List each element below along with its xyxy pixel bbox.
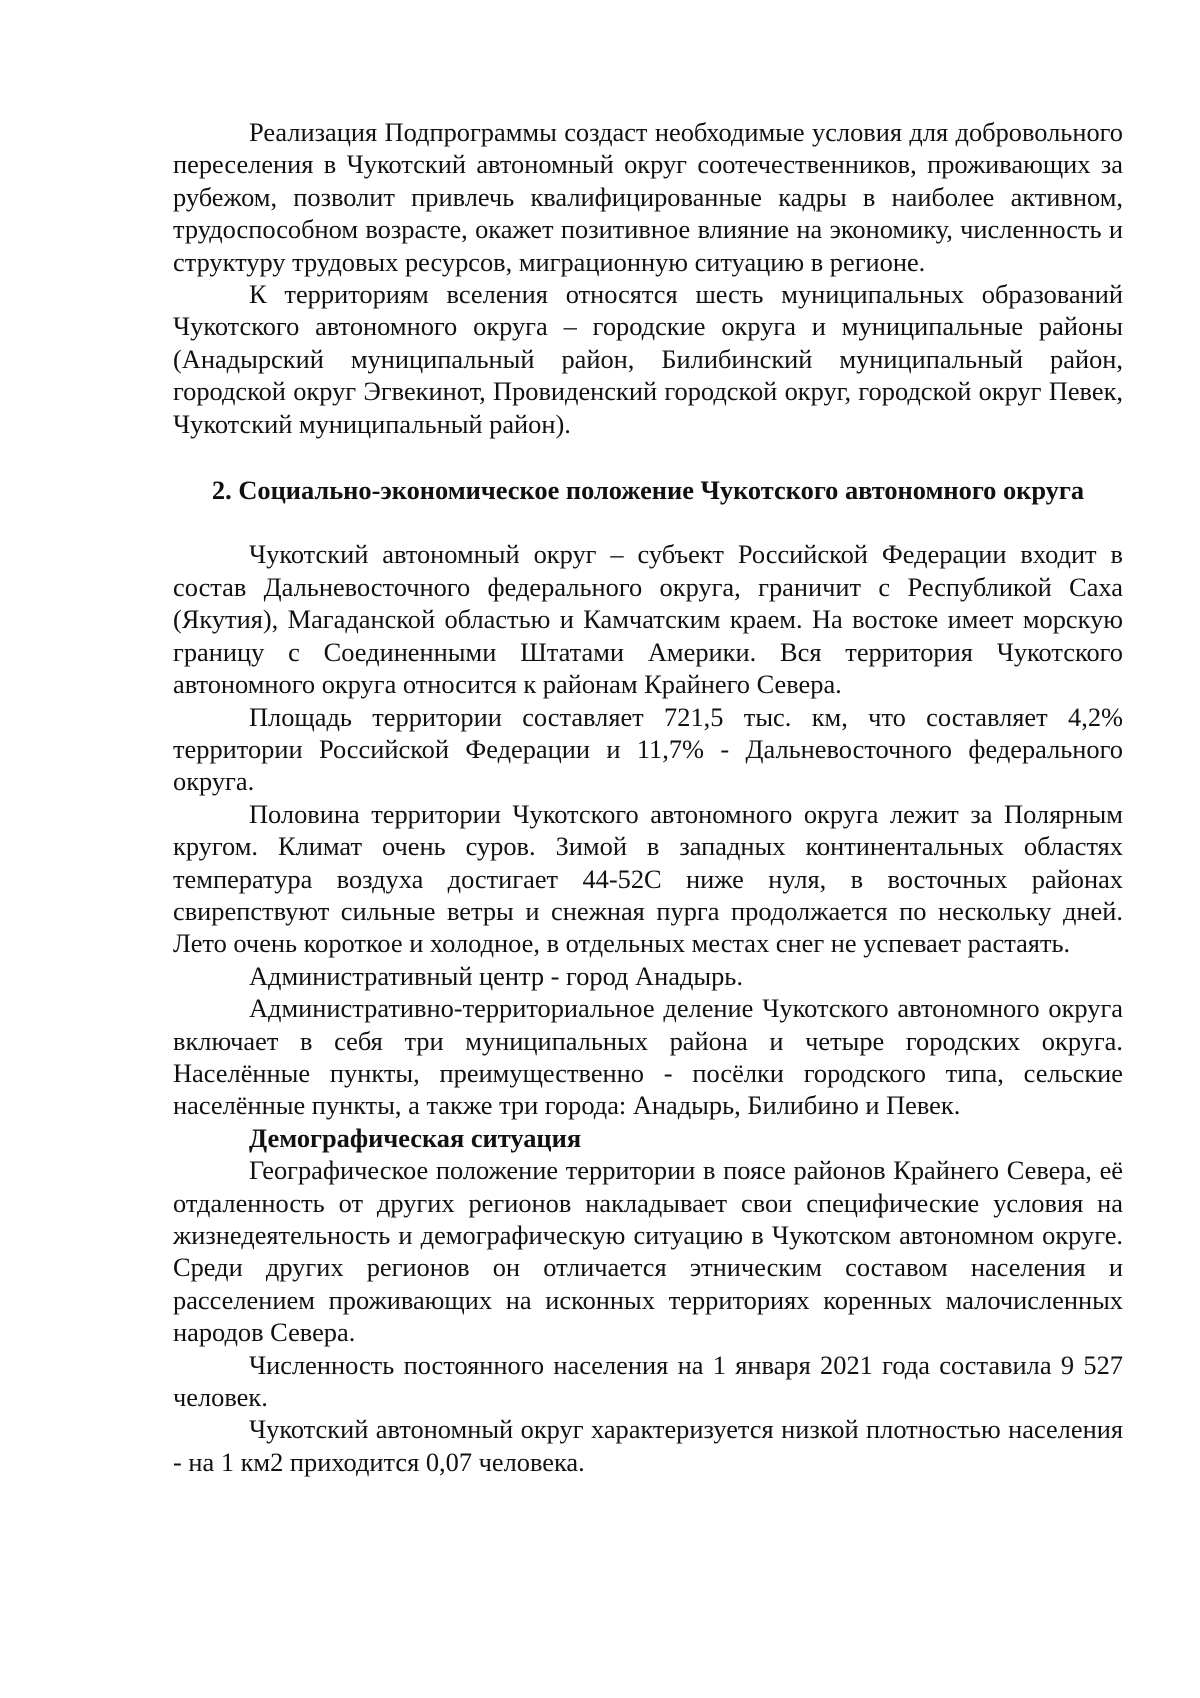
paragraph-area: Площадь территории составляет 721,5 тыс. км, что составляет 4,2% территории Российской Федерации и 11,7% - Дальневосточного федерального округа. xyxy=(173,701,1123,797)
paragraph-program-implementation: Реализация Подпрограммы создаст необходимые условия для добровольного переселения в Чукотский автономный округ соотечественников, проживающих за рубежом, позволит привлечь квалифицированные кадры в наиболее активном, трудоспособном возрасте, окажет позитивное влияние на экономику, численность и структуру трудовых ресурсов, миграционную ситуацию в регионе. xyxy=(173,117,1123,277)
paragraph-admin-division: Административно-территориальное деление Чукотского автономного округа включает в себя три муниципальных района и четыре городских округа. Населённые пункты, преимущественно - посёлки городского типа, сельские населённые пункты, а также три города: Анадырь, Билибино и Певек. xyxy=(173,993,1123,1121)
section-heading: 2. Социально-экономическое положение Чукотского автономного округа xyxy=(211,475,1085,506)
demography-subheading: Демографическая ситуация xyxy=(249,1122,582,1153)
document-page xyxy=(173,116,1123,1478)
paragraph-geography-demography: Географическое положение территории в поясе районов Крайнего Севера, её отдаленность от других регионов накладывает свои специфические условия на жизнедеятельность и демографическую ситуацию в Чукотском автономном округе. Среди других регионов он отличается этническим составом населения и расселением проживающих на исконных территориях коренных малочисленных народов Севера. xyxy=(173,1155,1123,1348)
paragraph-settlement-territories: К территориям вселения относятся шесть муниципальных образований Чукотского автономного округа – городские округа и муниципальные районы (Анадырский муниципальный район, Билибинский муниципальный район, городской округ Эгвекинот, Провиденский городской округ, городской округ Певек, Чукотский муниципальный район). xyxy=(173,279,1123,439)
paragraph-population: Численность постоянного населения на 1 января 2021 года составила 9 527 человек. xyxy=(173,1349,1123,1413)
paragraph-density: Чукотский автономный округ характеризуется низкой плотностью населения - на 1 км2 приходится 0,07 человека. xyxy=(173,1414,1123,1477)
paragraph-climate: Половина территории Чукотского автономного округа лежит за Полярным кругом. Климат очень суров. Зимой в западных континентальных областях температура воздуха достигает 44-52С ниже нуля, в восточных районах свирепствуют сильные ветры и снежная пурга продолжается по нескольку дней. Лето очень короткое и холодное, в отдельных местах снег не успевает растаять. xyxy=(173,798,1123,959)
paragraph-region-overview: Чукотский автономный округ – субъект Российской Федерации входит в состав Дальневосточного федерального округа, граничит с Республикой Саха (Якутия), Магаданской областью и Камчатским краем. На востоке имеет морскую границу с Соединенными Штатами Америки. Вся территория Чукотского автономного округа относится к районам Крайнего Севера. xyxy=(173,539,1123,700)
paragraph-admin-center: Административный центр - город Анадырь. xyxy=(249,960,743,991)
